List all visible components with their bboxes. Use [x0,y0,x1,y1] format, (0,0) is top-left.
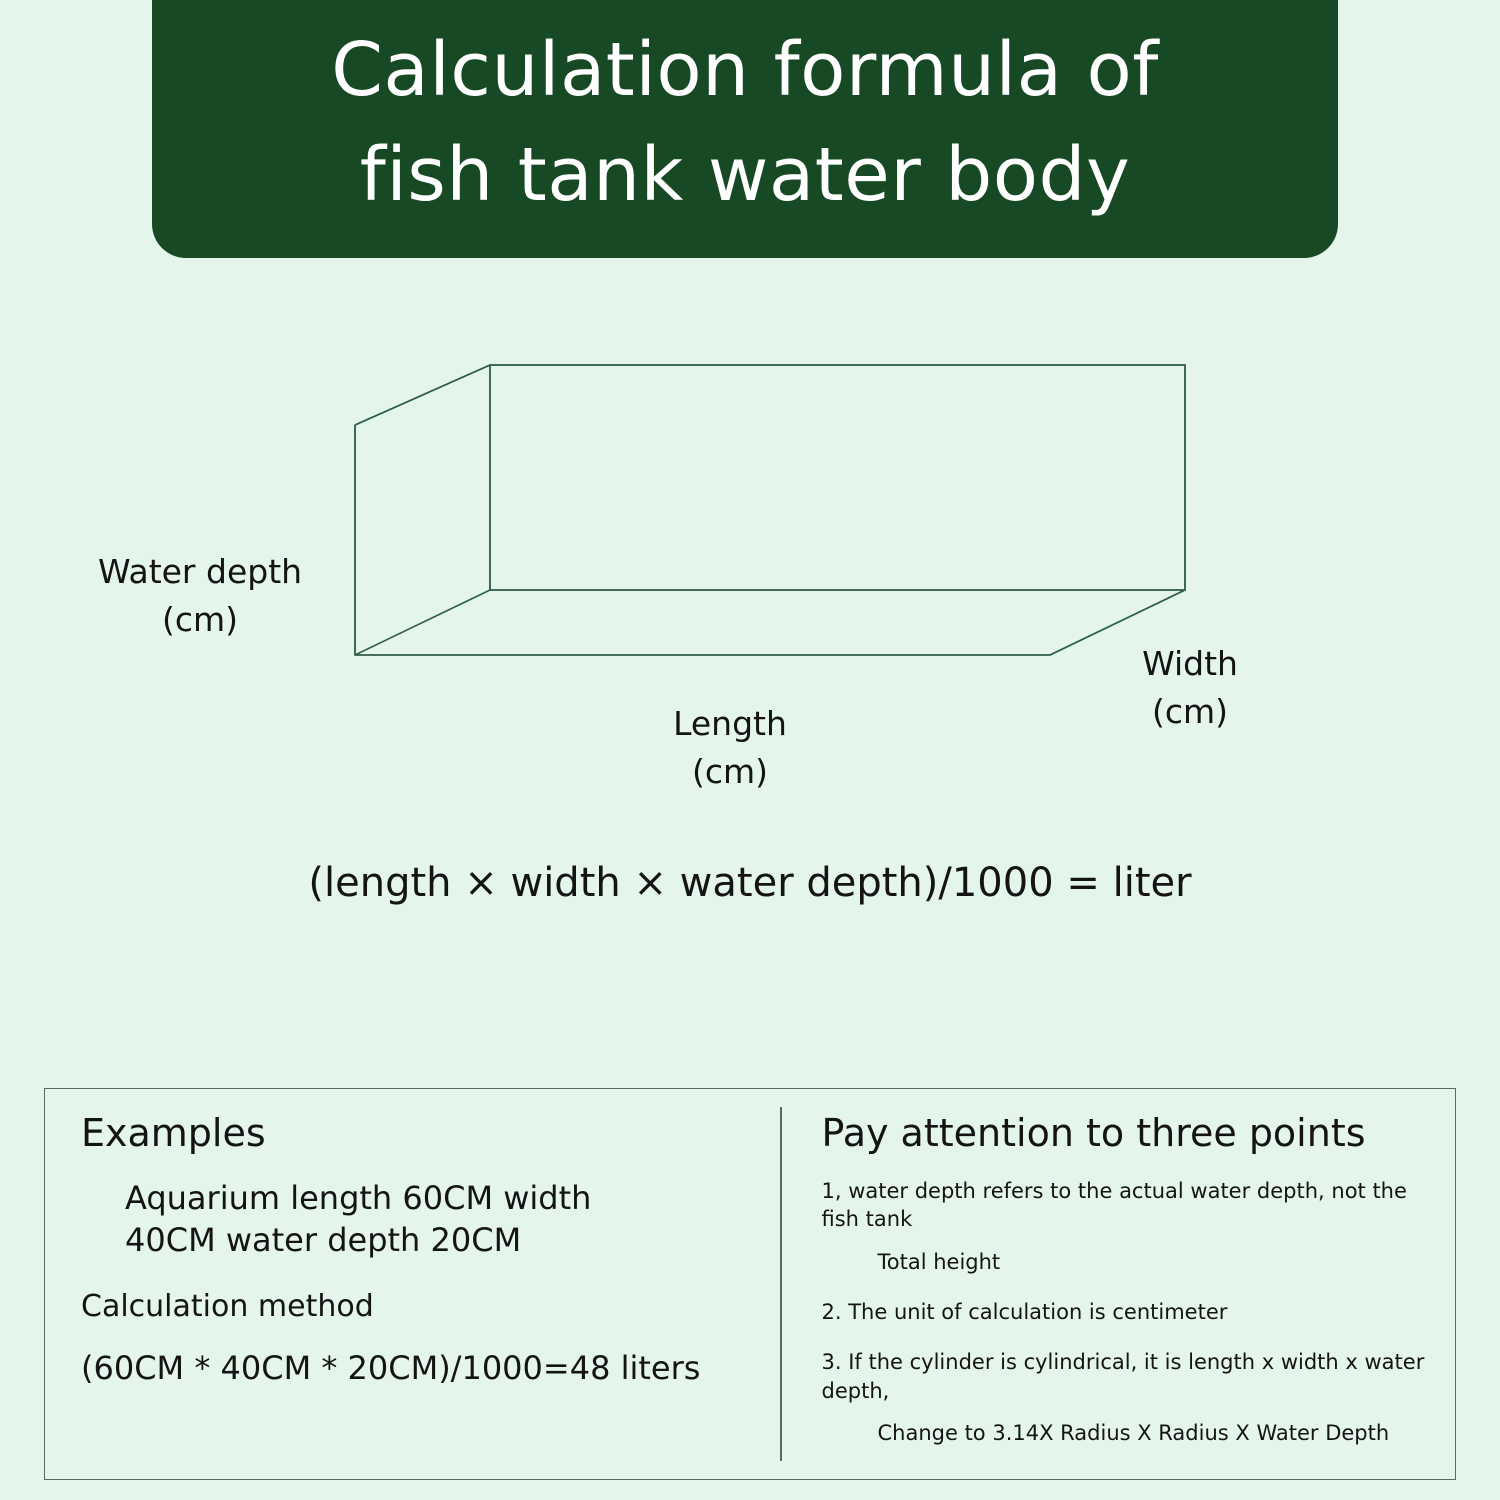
examples-section [45,1089,780,1479]
label-width-line2: (cm) [1151,691,1229,731]
attention-point-1 [822,1177,1432,1276]
examples-heading: Examples [81,1111,266,1155]
attention-point-2: 2. The unit of calculation is centimeter [821,1300,1228,1325]
attention-point-1-sub: Total height [877,1249,1001,1274]
label-water-depth-line2: (cm) [161,599,239,639]
label-length [600,700,860,796]
header-title-line-2: fish tank water body [359,132,1131,218]
attention-heading: Pay attention to three points [821,1111,1366,1155]
attention-point-3 [822,1348,1432,1447]
attention-section [782,1089,1456,1479]
example-description-line2: 40CM water depth 20CM [125,1221,522,1260]
label-width [1080,640,1300,736]
label-water-depth [60,548,340,644]
attention-point-3-text: 3. If the cylinder is cylindrical, it is length x width x water depth, [821,1350,1425,1403]
formula-text: (length × width × water depth)/1000 = liter [308,860,1192,906]
calculation-result: (60CM * 40CM * 20CM)/1000=48 liters [81,1349,701,1388]
aquarium-tank-icon [330,360,1210,690]
example-description [81,1177,750,1261]
header-title-line-1: Calculation formula of [331,26,1159,113]
calculation-method-label: Calculation method [81,1289,374,1325]
header-banner [152,0,1338,258]
label-length-line1: Length [673,704,787,743]
diagram-area [0,300,1500,860]
attention-point-3-sub: Change to 3.14X Radius X Radius X Water Depth [877,1421,1390,1446]
label-length-line2: (cm) [691,751,769,791]
label-water-depth-line1: Water depth [97,552,303,591]
example-description-line1: Aquarium length 60CM width [125,1179,592,1217]
label-width-line1: Width [1142,644,1238,683]
bottom-info-panel [44,1088,1456,1480]
attention-point-1-text: 1, water depth refers to the actual water depth, not the fish tank [821,1179,1407,1232]
